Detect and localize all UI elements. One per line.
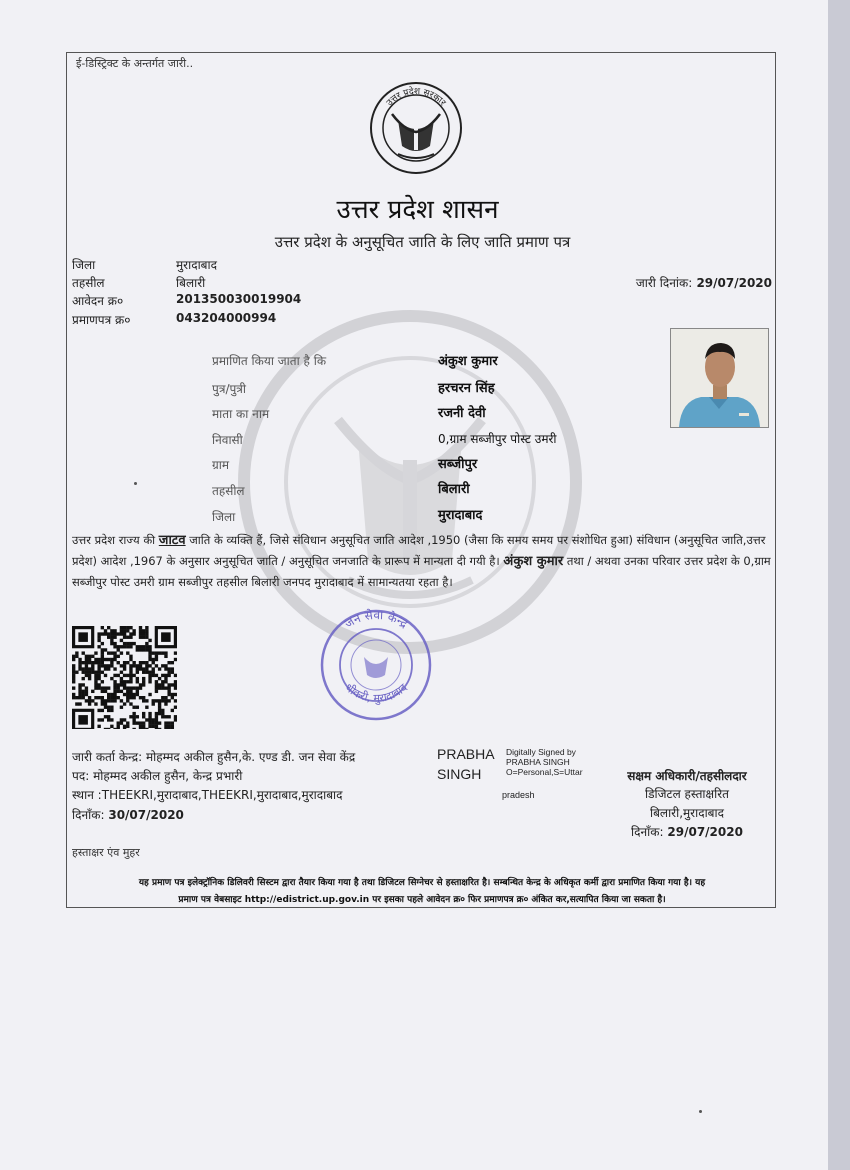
info-label-tehsil: तहसील <box>72 276 105 290</box>
officer-place: बिलारी,मुरादाबाद <box>649 806 725 820</box>
stamp-bottom-text: थीकरी, मुरादाबाद <box>342 681 410 705</box>
certificate-statement <box>72 530 772 592</box>
issuer-date-label: दिनाँक: <box>72 808 105 822</box>
caste-name: जाटव <box>158 533 186 548</box>
signature-note-line-2: PRABHA SINGH <box>506 757 570 767</box>
detail-value-village: सब्जीपुर <box>438 457 478 472</box>
emblem-lettering: उत्तर प्रदेश सरकार <box>384 86 448 109</box>
svg-text:जन सेवा केन्द्र <box>342 608 411 632</box>
issuer-center-label: जारी कर्ता केन्द्र: <box>72 750 143 764</box>
statement-part-1: उत्तर प्रदेश राज्य की <box>72 533 156 547</box>
svg-text:थीकरी, मुरादाबाद <box>342 681 409 705</box>
signature-name-line-1: PRABHA <box>437 746 495 762</box>
detail-value-address: 0,ग्राम सब्जीपुर पोस्ट उमरी <box>438 432 557 446</box>
detail-label-district: जिला <box>212 510 236 524</box>
statement-part-2: जाति के व्यक्ति हैं, जिसे संविधान अनुसूचित जाति आदेश ,1950 (जैसा कि समय समय पर संशोधित हुआ) संविधान (अनुसूचित जाति,उत्तर प्रदेश) आदेश ,1967 के अनुसार अनुसूचित जाति / अनुसूचित जनजाति के प्रारूप में मान्यता दी गयी है। <box>72 533 766 568</box>
officer-title <box>600 767 774 784</box>
issuer-date-value: 30/07/2020 <box>108 808 184 822</box>
officer-date-value: 29/07/2020 <box>667 825 743 839</box>
statement-name: अंकुश कुमार <box>503 554 564 569</box>
sign-and-seal-label: हस्ताक्षर एंव मुहर <box>72 846 140 859</box>
info-value-tehsil: बिलारी <box>176 276 206 290</box>
detail-label-son-daughter: पुत्र/पुत्री <box>212 382 247 396</box>
certificate-subtitle: उत्तर प्रदेश के अनुसूचित जाति के लिए जाति प्रमाण पत्र <box>274 233 571 251</box>
digital-signature-note <box>506 747 583 777</box>
info-value-district: मुरादाबाद <box>176 258 218 272</box>
signature-note-line-3: O=Personal,S=Uttar <box>506 767 583 777</box>
issuer-center-value: मोहम्मद अकील हुसैन,के. एण्ड डी. जन सेवा केंद्र <box>146 750 356 764</box>
issue-date-label: जारी दिनांक: <box>635 276 693 290</box>
issuer-place-label: स्थान : <box>72 788 102 802</box>
issuer-center <box>72 748 355 765</box>
digital-signature-name <box>437 744 495 784</box>
applicant-photo <box>670 328 769 428</box>
service-center-stamp-icon <box>310 605 440 725</box>
header-note: ई-डिस्ट्रिक्ट के अन्तर्गत जारी.. <box>76 57 194 70</box>
detail-label-certified: प्रमाणित किया जाता है कि <box>212 354 327 368</box>
signature-name-line-2: SINGH <box>437 766 482 782</box>
issuer-post-label: पद: <box>72 769 90 783</box>
officer-date <box>600 823 774 840</box>
footer-note <box>70 875 774 909</box>
person-photo-icon <box>671 329 768 427</box>
issue-date-value: 29/07/2020 <box>696 276 772 290</box>
issuer-post <box>72 767 242 784</box>
detail-label-tehsil: तहसील <box>212 484 245 498</box>
officer-sign: डिजिटल हस्ताक्षरित <box>645 787 729 801</box>
detail-label-resident: निवासी <box>212 433 243 447</box>
issuer-post-value: मोहम्मद अकील हुसैन, केन्द्र प्रभारी <box>93 769 243 783</box>
footer-line-1: यह प्रमाण पत्र इलेक्ट्रॉनिक डिलिवरी सिस्टम द्वारा तैयार किया गया है तथा डिजिटल सिग्नेचर से हस्ताक्षरित है। सम्बन्धित केन्द्र के अधिकृत कर्मी द्वारा प्रमाणित किया गया है। यह <box>138 878 706 888</box>
issue-date <box>600 274 772 291</box>
up-state-emblem-icon <box>368 80 464 176</box>
signature-note-line-4: pradesh <box>502 790 535 800</box>
detail-value-father: हरचरन सिंह <box>438 381 495 396</box>
footer-line-2: प्रमाण पत्र वेबसाइट http://edistrict.up.gov.in पर इसका पहले आवेदन क्र० फिर प्रमाणपत्र क्र० अंकित कर,सत्यापित किया जा सकता है। <box>178 895 666 905</box>
info-value-application-no: 201350030019904 <box>176 292 302 306</box>
info-label-district: जिला <box>72 258 96 272</box>
detail-value-mother: रजनी देवी <box>438 406 486 421</box>
statement-part-3: तथा / अथवा उनका परिवार उत्तर प्रदेश के 0,ग्राम सब्जीपुर पोस्ट उमरी ग्राम सब्जीपुर तहसील बिलारी जनपद मुरादाबाद में सामान्यतया रहता है। <box>72 554 771 589</box>
qr-code-icon <box>72 626 177 729</box>
detail-value-name: अंकुश कुमार <box>438 354 498 369</box>
officer-title-text: सक्षम अधिकारी/तहसीलदार <box>627 769 747 783</box>
detail-value-tehsil: बिलारी <box>438 482 470 497</box>
officer-date-label: दिनाँक: <box>631 825 664 839</box>
info-value-certificate-no: 043204000994 <box>176 311 277 325</box>
issuer-place <box>72 786 343 803</box>
issuer-place-value: THEEKRI,मुरादाबाद,THEEKRI,मुरादाबाद,मुरादाबाद <box>101 788 343 802</box>
stamp-top-text: जन सेवा केन्द्र <box>341 607 411 632</box>
detail-value-district: मुरादाबाद <box>438 508 483 523</box>
scanner-edge <box>828 0 850 1170</box>
scan-speck <box>134 482 137 485</box>
detail-label-mother: माता का नाम <box>212 407 270 421</box>
signature-note-line-1: Digitally Signed by <box>506 747 576 757</box>
issuer-date <box>72 806 184 823</box>
info-label-application-no: आवेदन क्र० <box>72 294 124 308</box>
detail-label-village: ग्राम <box>212 458 230 472</box>
scan-speck <box>699 1110 702 1113</box>
info-label-certificate-no: प्रमाणपत्र क्र० <box>72 313 131 327</box>
page-title: उत्तर प्रदेश शासन <box>336 195 499 225</box>
